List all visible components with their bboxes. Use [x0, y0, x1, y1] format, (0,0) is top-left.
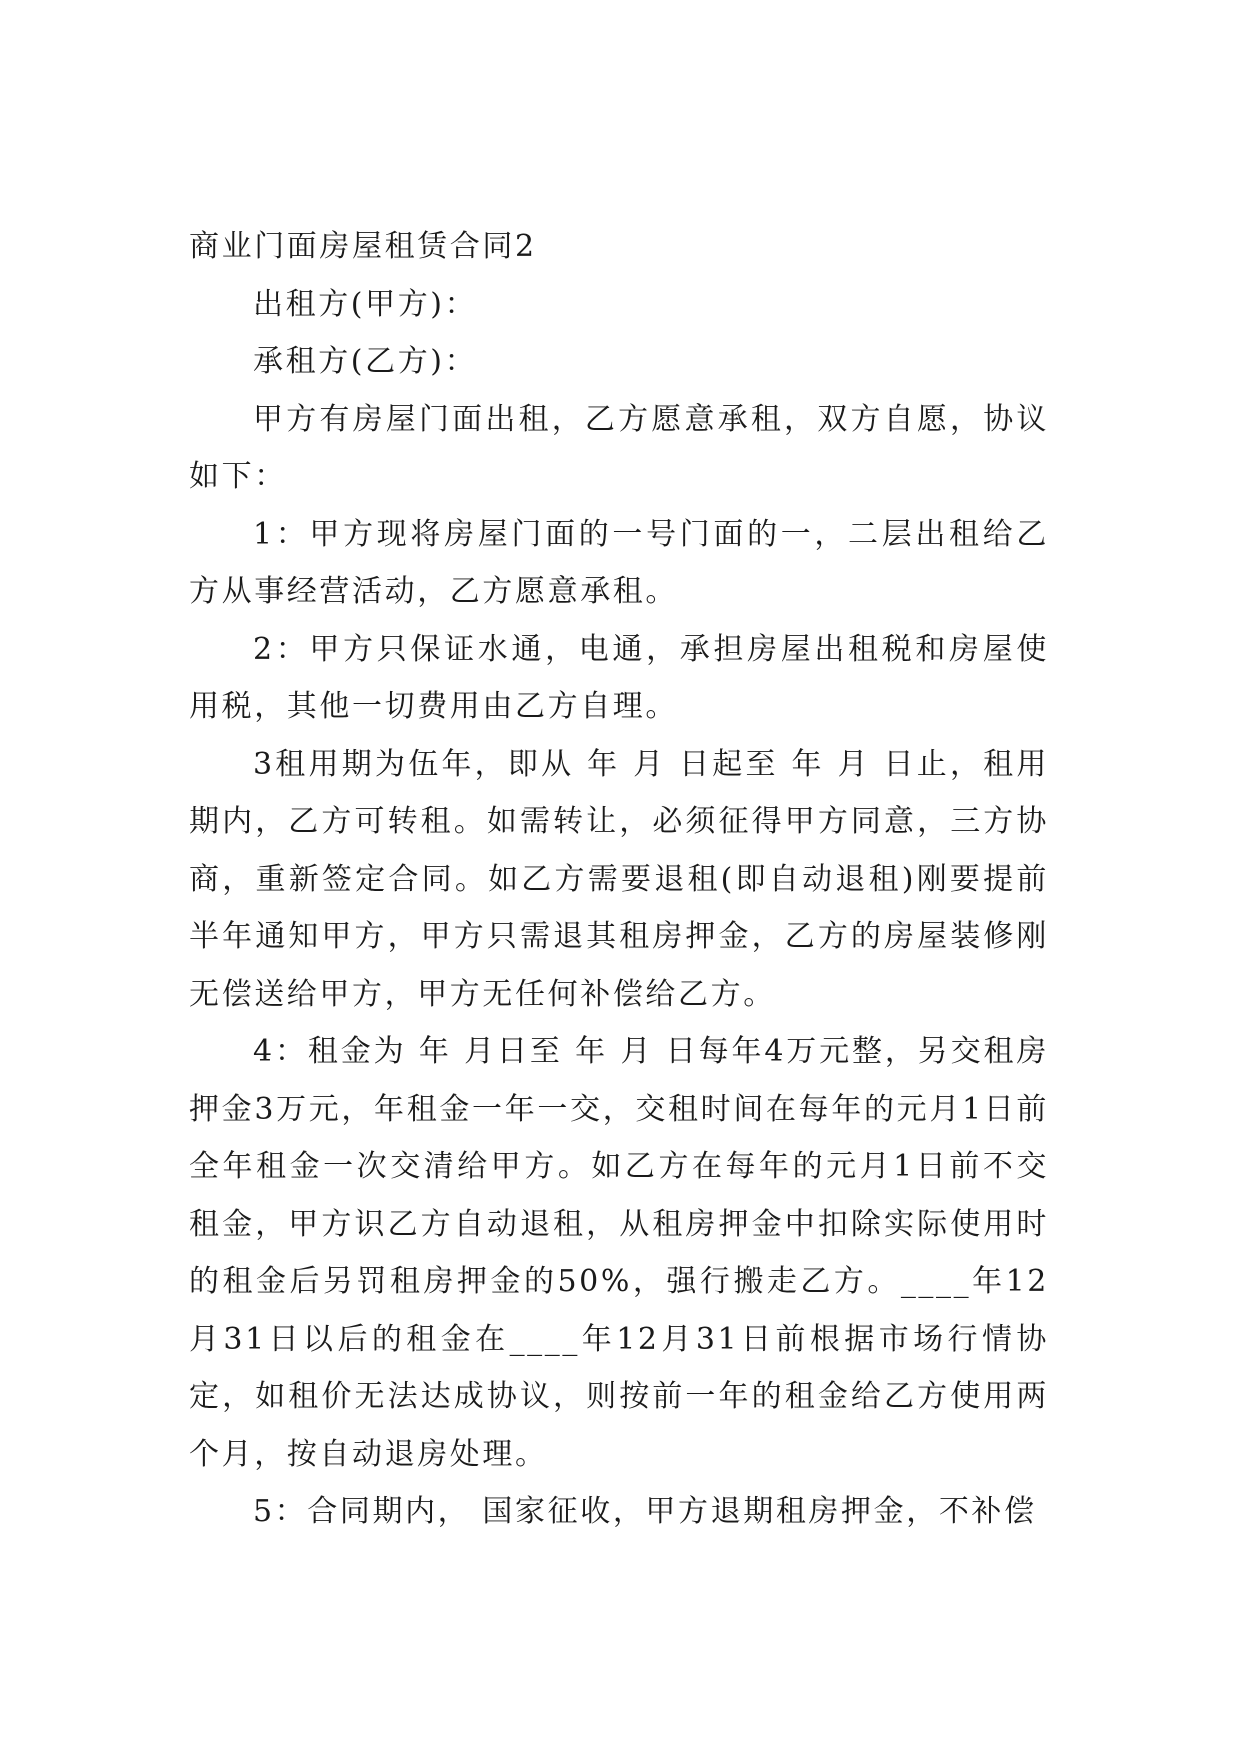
document-title: 商业门面房屋租赁合同2	[189, 229, 537, 264]
paragraph-clause-1: 1：甲方现将房屋门面的一号门面的一，二层出租给乙方从事经营活动，乙方愿意承租。	[189, 516, 1049, 609]
paragraph-clause-5: 5：合同期内， 国家征收，甲方退期租房押金，不补偿	[253, 1494, 1037, 1529]
paragraph-lessor: 出租方(甲方)：	[253, 286, 478, 322]
paragraph-clause-4: 4：租金为 年 月日至 年 月 日每年4万元整，另交租房押金3万元，年租金一年一交，交租时间在每年的元月1日前全年租金一次交清给甲方。如乙方在每年的元月1日前不交租金，甲方识乙方自动退租，从租房押金中扣除实际使用时的租金后另罚租房押金的50%，强行搬走乙方。____年12月31日以后的租金在____年12月31日前根据市场行情协定，如租价无法达成协议，则按前一年的租金给乙方使用两个月，按自动退房处理。	[189, 1034, 1049, 1472]
paragraph-agreement-intro: 甲方有房屋门面出租，乙方愿意承租，双方自愿，协议如下：	[189, 401, 1049, 494]
paragraph-clause-2: 2：甲方只保证水通，电通，承担房屋出租税和房屋使用税，其他一切费用由乙方自理。	[189, 631, 1049, 724]
paragraph-lessee: 承租方(乙方)：	[253, 344, 478, 379]
document-body	[189, 218, 1049, 1541]
paragraph-clause-3: 3租用期为伍年，即从 年 月 日起至 年 月 日止，租用期内，乙方可转租。如需转让，必须征得甲方同意，三方协商，重新签定合同。如乙方需要退租(即自动退租)刚要提前半年通知甲方，甲方只需退其租房押金，乙方的房屋装修刚无偿送给甲方，甲方无任何补偿给乙方。	[189, 746, 1049, 1012]
